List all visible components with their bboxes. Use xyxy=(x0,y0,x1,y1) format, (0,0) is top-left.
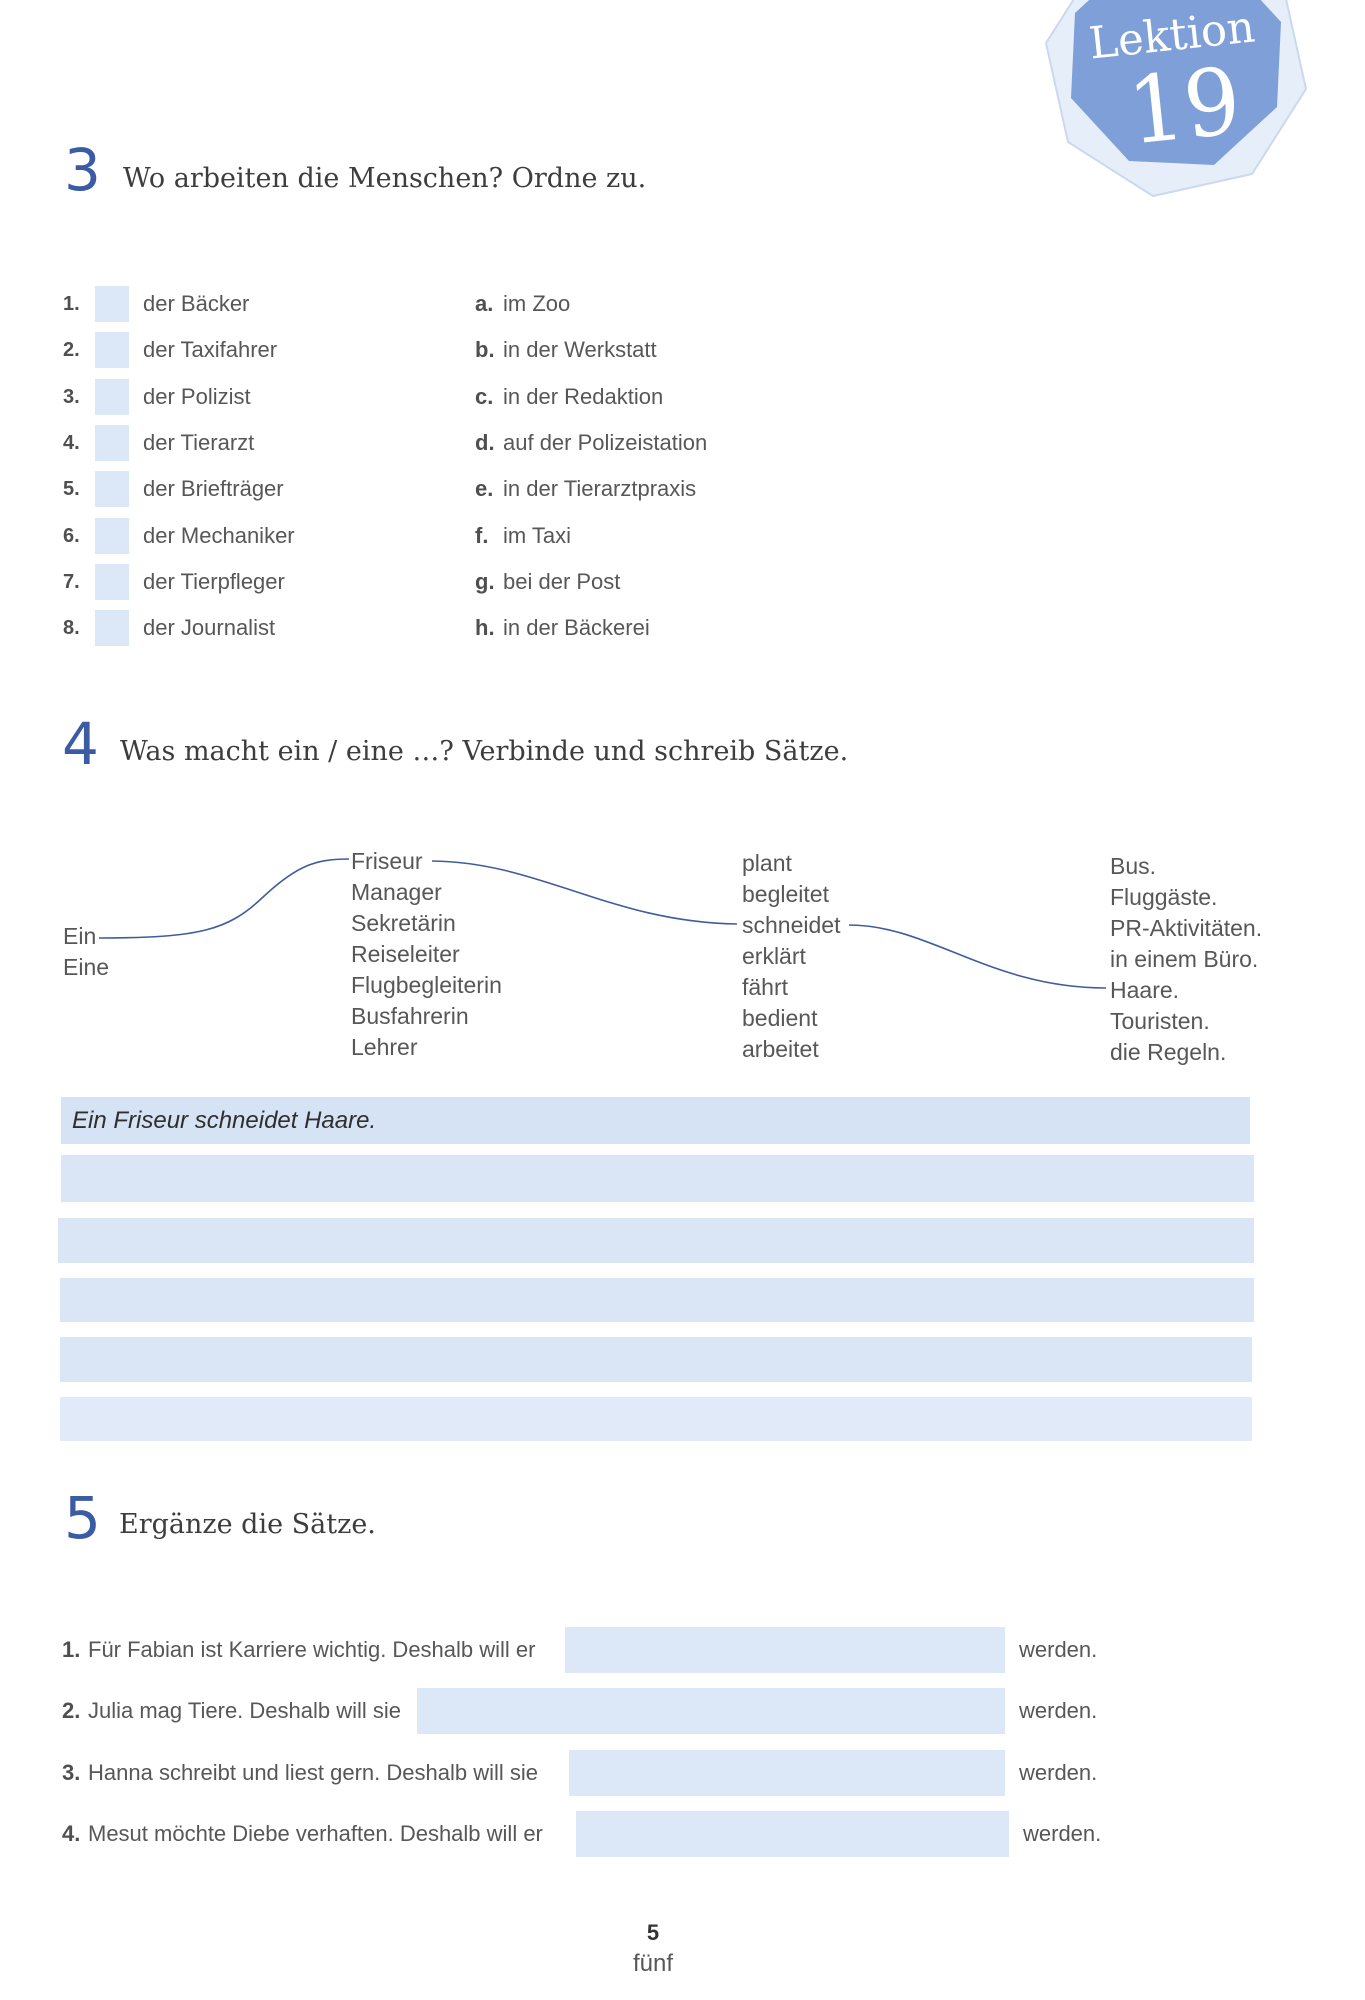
match-row xyxy=(0,610,1365,646)
job-word: Reiseleiter xyxy=(351,941,460,967)
sentence-row xyxy=(0,1688,1365,1734)
place-label: in der Redaktion xyxy=(503,384,664,409)
verb-word: schneidet xyxy=(742,912,841,938)
example-answer: Ein Friseur schneidet Haare. xyxy=(72,1107,377,1134)
person-label: der Bäcker xyxy=(143,291,250,316)
job-column xyxy=(351,846,502,1063)
person-number: 8. xyxy=(63,617,80,639)
answer-line-5[interactable] xyxy=(60,1337,1252,1382)
place-letter: f. xyxy=(475,523,489,548)
exercise-5-instruction: Ergänze die Sätze. xyxy=(119,1509,376,1540)
job-word: Friseur xyxy=(351,848,423,874)
person-label: der Polizist xyxy=(143,384,251,409)
exercise-5-number: 5 xyxy=(64,1484,101,1552)
place-label: in der Bäckerei xyxy=(503,615,650,640)
article-word: Ein xyxy=(63,923,97,949)
object-column xyxy=(1110,851,1262,1068)
place-letter: e. xyxy=(475,476,494,501)
answer-box-7[interactable] xyxy=(95,564,129,600)
exercise-4-instruction: Was macht ein / eine …? Verbinde und schreib Sätze. xyxy=(120,736,849,767)
match-row xyxy=(0,332,1365,368)
sentence-row xyxy=(0,1811,1365,1857)
verb-word: arbeitet xyxy=(742,1036,819,1062)
sentence-number: 2. xyxy=(62,1698,81,1723)
person-number: 2. xyxy=(63,339,80,361)
answer-line-6[interactable] xyxy=(60,1397,1252,1441)
person-number: 7. xyxy=(63,571,80,593)
object-phrase: Fluggäste. xyxy=(1110,884,1218,910)
verb-column xyxy=(742,848,840,1065)
verb-word: erklärt xyxy=(742,943,806,969)
sentence-number: 3. xyxy=(62,1760,81,1785)
place-label: auf der Polizeistation xyxy=(503,430,708,455)
sentence-number: 4. xyxy=(62,1821,81,1846)
match-row xyxy=(0,379,1365,415)
sentence-blank-4[interactable] xyxy=(576,1811,1009,1857)
article-column xyxy=(63,921,109,983)
answer-box-4[interactable] xyxy=(95,425,129,461)
person-number: 1. xyxy=(63,293,80,315)
exercise-3-instruction: Wo arbeiten die Menschen? Ordne zu. xyxy=(123,163,647,194)
person-number: 3. xyxy=(63,386,80,408)
object-phrase: PR-Aktivitäten. xyxy=(1110,915,1263,941)
sentence-ending: werden. xyxy=(1019,1760,1098,1785)
answer-box-3[interactable] xyxy=(95,379,129,415)
place-label: im Taxi xyxy=(503,523,572,548)
person-label: der Mechaniker xyxy=(143,523,295,548)
answer-box-6[interactable] xyxy=(95,518,129,554)
person-number: 5. xyxy=(63,478,80,500)
answer-line-4[interactable] xyxy=(60,1278,1254,1322)
sentence-blank-1[interactable] xyxy=(565,1627,1005,1673)
sentence-number: 1. xyxy=(62,1637,81,1662)
page-number-word: fünf xyxy=(632,1950,674,1977)
verb-word: fährt xyxy=(742,974,789,1000)
answer-box-2[interactable] xyxy=(95,332,129,368)
place-label: in der Werkstatt xyxy=(503,337,657,362)
sentence-ending: werden. xyxy=(1023,1821,1102,1846)
verb-word: begleitet xyxy=(742,881,829,907)
sentence-row xyxy=(0,1627,1365,1673)
place-label: im Zoo xyxy=(503,291,571,316)
match-row xyxy=(0,286,1365,322)
badge-label: Lektion xyxy=(1086,1,1260,70)
place-letter: a. xyxy=(475,291,494,316)
person-label: der Tierarzt xyxy=(143,430,255,455)
person-number: 6. xyxy=(63,525,80,547)
verb-word: bedient xyxy=(742,1005,818,1031)
job-word: Sekretärin xyxy=(351,910,456,936)
sentence-text: Julia mag Tiere. Deshalb will sie xyxy=(88,1698,402,1723)
verb-word: plant xyxy=(742,850,792,876)
answer-box-1[interactable] xyxy=(95,286,129,322)
sentence-row xyxy=(0,1750,1365,1796)
match-row xyxy=(0,471,1365,507)
exercise-4-number: 4 xyxy=(62,710,99,778)
place-label: bei der Post xyxy=(503,569,621,594)
person-number: 4. xyxy=(63,432,80,454)
article-word: Eine xyxy=(63,954,110,980)
place-letter: b. xyxy=(475,337,495,362)
job-word: Busfahrerin xyxy=(351,1003,469,1029)
sentence-text: Für Fabian ist Karriere wichtig. Deshalb will er xyxy=(88,1637,536,1662)
object-phrase: in einem Büro. xyxy=(1110,946,1259,972)
answer-line-3[interactable] xyxy=(58,1218,1254,1263)
sentence-blank-3[interactable] xyxy=(569,1750,1005,1796)
place-letter: h. xyxy=(475,615,495,640)
object-phrase: Bus. xyxy=(1110,853,1157,879)
line-ein-friseur xyxy=(99,859,349,938)
line-schneidet-haare xyxy=(849,925,1106,988)
place-letter: c. xyxy=(475,384,494,409)
answer-line-1[interactable] xyxy=(61,1097,1250,1144)
person-label: der Tierpfleger xyxy=(143,569,285,594)
badge-number: 19 xyxy=(1122,46,1251,166)
answer-box-8[interactable] xyxy=(95,610,129,646)
sentence-ending: werden. xyxy=(1019,1698,1098,1723)
match-row xyxy=(0,564,1365,600)
match-row xyxy=(0,425,1365,461)
exercise-3-number: 3 xyxy=(64,136,101,204)
object-phrase: Haare. xyxy=(1110,977,1180,1003)
job-word: Lehrer xyxy=(351,1034,418,1060)
object-phrase: die Regeln. xyxy=(1110,1039,1227,1065)
answer-line-2[interactable] xyxy=(61,1155,1254,1202)
person-label: der Taxifahrer xyxy=(143,337,278,362)
object-phrase: Touristen. xyxy=(1110,1008,1210,1034)
person-label: der Briefträger xyxy=(143,476,284,501)
place-letter: g. xyxy=(475,569,495,594)
person-label: der Journalist xyxy=(143,615,276,640)
place-letter: d. xyxy=(475,430,495,455)
answer-box-5[interactable] xyxy=(95,471,129,507)
page-number: 5 xyxy=(646,1920,660,1945)
sentence-text: Hanna schreibt und liest gern. Deshalb will sie xyxy=(88,1760,539,1785)
sentence-blank-2[interactable] xyxy=(417,1688,1005,1734)
sentence-ending: werden. xyxy=(1019,1637,1098,1662)
job-word: Manager xyxy=(351,879,442,905)
sentence-text: Mesut möchte Diebe verhaften. Deshalb will er xyxy=(88,1821,543,1846)
job-word: Flugbegleiterin xyxy=(351,972,502,998)
match-row xyxy=(0,518,1365,554)
place-label: in der Tierarztpraxis xyxy=(503,476,697,501)
